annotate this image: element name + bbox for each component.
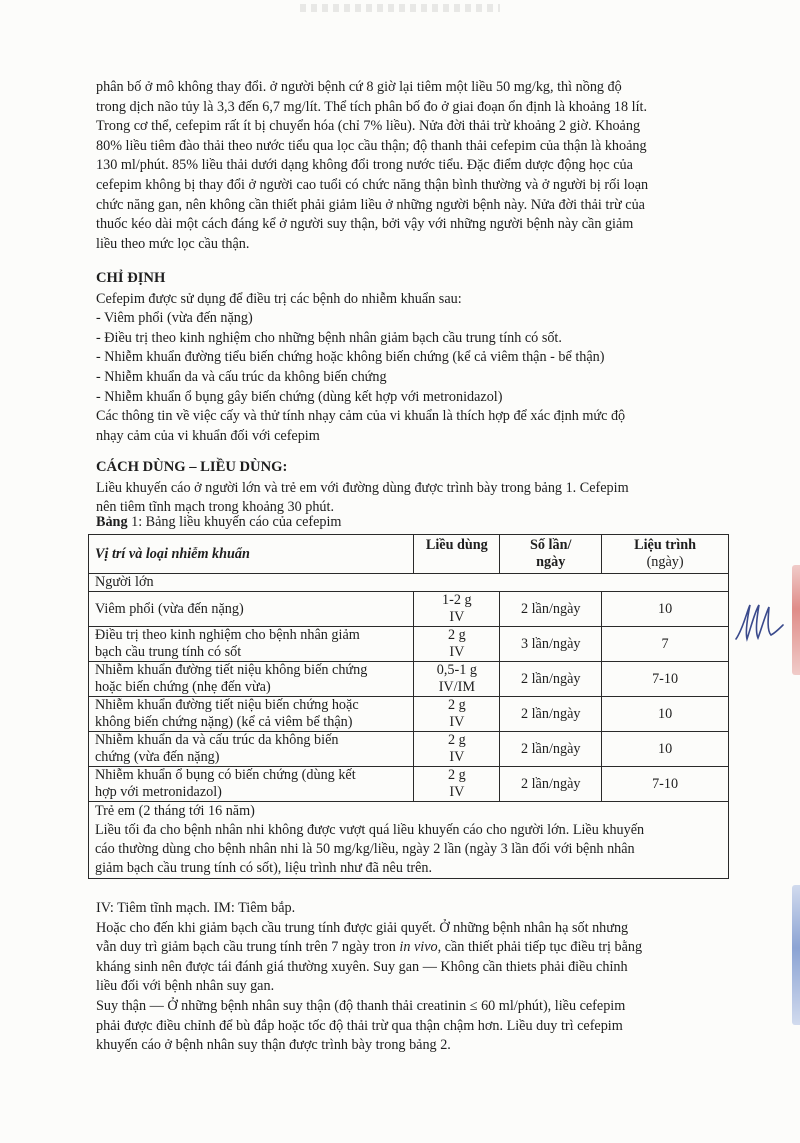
cell-site [89, 627, 414, 662]
cell-dose-line: IV [449, 644, 465, 660]
text-line: phải được điều chỉnh để bù đắp hoặc tốc độ thải trừ qua thận chậm hơn. Liều duy trì cefepim [96, 1017, 623, 1034]
header-course [602, 535, 729, 574]
table-row [89, 732, 729, 767]
cell-dose-line: 2 g [447, 697, 466, 713]
cell-frequency: 2 lần/ngày [500, 767, 602, 802]
cell-site-line: hợp với metronidazol) [95, 784, 222, 800]
cell-course: 7-10 [602, 662, 729, 697]
text-fragment-italic: in vivo [399, 939, 438, 956]
child-group-line: Trẻ em (2 tháng tới 16 năm) [95, 803, 255, 819]
cell-site [89, 697, 414, 732]
text-line: kháng sinh nên được tái đánh giá thường xuyên. Suy gan — Không cần thiets phải điều chỉnh [96, 958, 628, 975]
child-group-line: giảm bạch cầu trung tính có sốt), liệu trình như đã nêu trên. [95, 860, 433, 876]
table-row [89, 627, 729, 662]
abbreviation-note: IV: Tiêm tĩnh mạch. IM: Tiêm bắp. [96, 900, 296, 916]
dosage-section [96, 458, 726, 518]
header-course-line: (ngày) [646, 554, 684, 570]
cell-site-line: hoặc biến chứng (nhẹ đến vừa) [95, 679, 271, 695]
cell-course: 7 [602, 627, 729, 662]
cell-course: 7-10 [602, 767, 729, 802]
cell-course: 10 [602, 732, 729, 767]
cell-frequency: 3 lần/ngày [500, 627, 602, 662]
table-row [89, 662, 729, 697]
header-frequency-line: ngày [536, 554, 566, 570]
cell-course: 10 [602, 592, 729, 627]
indication-note-line: nhạy cảm của vi khuẩn đối với cefepim [96, 427, 320, 444]
text-line [96, 938, 726, 958]
text-line: Suy thận — Ở những bệnh nhân suy thận (độ thanh thải creatinin ≤ 60 ml/phút), liều cefepim [96, 997, 626, 1014]
blue-stamp-edge [792, 885, 800, 1025]
cell-frequency: 2 lần/ngày [500, 662, 602, 697]
cell-dose [414, 592, 500, 627]
text-fragment: vẫn duy trì giảm bạch cầu trung tính trên 7 ngày tron [96, 939, 400, 956]
adult-group-label: Người lớn [89, 574, 729, 592]
cell-site [89, 732, 414, 767]
cell-dose [414, 697, 500, 732]
indication-lead: Cefepim được sử dụng để điều trị các bệnh do nhiễm khuẩn sau: [96, 290, 462, 307]
table-row [89, 592, 729, 627]
pharmacokinetics-paragraph [96, 78, 726, 254]
header-frequency-line: Số lần/ [530, 537, 572, 553]
cell-dose-line: 2 g [447, 732, 466, 748]
cell-dose-line: IV [449, 609, 465, 625]
cell-site-line: Nhiễm khuẩn đường tiết niệu không biến chứng [95, 662, 368, 678]
cell-site-line: Nhiễm khuẩn da và cấu trúc da không biến [95, 732, 339, 748]
red-stamp-edge [792, 565, 800, 675]
text-line: 130 ml/phút. 85% liều thải dưới dạng không đổi trong nước tiểu. Đặc điểm dược động học của [96, 157, 633, 174]
cell-dose-line: IV [449, 784, 465, 800]
cell-site-line: bạch cầu trung tính có sốt [95, 644, 242, 660]
cell-site-line: Nhiễm khuẩn ổ bụng có biến chứng (dùng kết [95, 767, 356, 783]
cell-frequency: 2 lần/ngày [500, 697, 602, 732]
table-group-row [89, 802, 729, 879]
text-line: liều đối với bệnh nhân suy gan. [96, 978, 275, 995]
indication-item: - Điều trị theo kinh nghiệm cho những bệnh nhân giảm bạch cầu trung tính có sốt. [96, 329, 562, 346]
dosage-table [88, 534, 729, 879]
header-site: Vị trí và loại nhiễm khuẩn [89, 535, 414, 574]
cell-site [89, 662, 414, 697]
text-line: trong dịch não tủy là 3,3 đến 6,7 mg/lít. Thể tích phân bố đo ở giai đoạn ổn định là khoảng 18 lít. [96, 98, 648, 115]
text-line: phân bố ở mô không thay đổi. ở người bệnh cứ 8 giờ lại tiêm một liều 50 mg/kg, thì nồng độ [96, 79, 622, 95]
dosage-intro-line: Liều khuyến cáo ở người lớn và trẻ em với đường dùng được trình bày trong bảng 1. Cefepim [96, 479, 629, 496]
header-frequency [500, 535, 602, 574]
indication-section [96, 269, 726, 446]
table-row [89, 767, 729, 802]
dosage-heading: CÁCH DÙNG – LIỀU DÙNG: [96, 459, 288, 475]
child-group-cell [89, 802, 729, 879]
cell-site [89, 592, 414, 627]
text-fragment: , cần thiết phải tiếp tục điều trị bằng [437, 939, 643, 956]
after-table-section [96, 899, 726, 1056]
header-dose: Liều dùng [414, 535, 500, 574]
indication-item: - Nhiễm khuẩn ổ bụng gây biến chứng (dùng kết hợp với metronidazol) [96, 388, 503, 405]
text-line: Trong cơ thể, cefepim rất ít bị chuyển hóa (chỉ 7% liều). Nửa đời thải trừ khoảng 2 giờ. Khoảng [96, 118, 641, 135]
table-caption-label: Bảng [96, 514, 128, 530]
table-row [89, 697, 729, 732]
cell-course: 10 [602, 697, 729, 732]
handwritten-initials [733, 601, 785, 645]
cell-site-line: Viêm phổi (vừa đến nặng) [95, 600, 244, 617]
indication-item: - Nhiễm khuẩn đường tiểu biến chứng hoặc không biến chứng (kể cả viêm thận - bể thận) [96, 349, 605, 366]
cell-dose [414, 662, 500, 697]
text-line: liều theo mức lọc cầu thận. [96, 235, 250, 252]
indication-item: - Viêm phổi (vừa đến nặng) [96, 310, 253, 327]
cell-site [89, 767, 414, 802]
table-caption [96, 514, 516, 531]
cell-dose-line: IV [449, 714, 465, 730]
cell-dose-line: IV [449, 749, 465, 765]
cell-dose [414, 767, 500, 802]
text-line: chức năng gan, nên không cần thiết phải giảm liều ở những người bệnh này. Nửa đời thải trừ của [96, 196, 645, 213]
cell-dose-line: 2 g [447, 767, 466, 783]
indication-note-line: Các thông tin về việc cấy và thử tính nhạy cảm của vi khuẩn là thích hợp để xác định mức độ [96, 408, 626, 425]
header-course-line: Liệu trình [634, 537, 697, 553]
text-line: thuốc kéo dài một cách đáng kể ở người suy thận, bởi vậy với những người bệnh này cần giảm [96, 216, 634, 233]
dosage-intro-line: nên tiêm tĩnh mạch trong khoảng 30 phút. [96, 499, 334, 516]
cell-site-line: không biến chứng nặng) (kể cả viêm bể thận) [95, 714, 353, 730]
indication-item: - Nhiễm khuẩn da và cấu trúc da không biến chứng [96, 368, 387, 385]
child-group-line: cáo thường dùng cho bệnh nhân nhi là 50 mg/kg/liều, ngày 2 lần (ngày 3 lần đối với bệnh nhân [95, 841, 635, 857]
cell-dose [414, 732, 500, 767]
cell-dose-line: 2 g [447, 627, 466, 643]
cell-dose-line: 1-2 g [442, 592, 472, 608]
child-group-line: Liều tối đa cho bệnh nhân nhi không được vượt quá liều khuyến cáo cho người lớn. Liều khuyến [95, 822, 645, 838]
text-line: khuyến cáo ở bệnh nhân suy thận được trình bày trong bảng 2. [96, 1037, 451, 1054]
cell-frequency: 2 lần/ngày [500, 732, 602, 767]
table-group-row [89, 574, 729, 592]
bleed-through-marks [300, 4, 500, 12]
cell-site-line: chứng (vừa đến nặng) [95, 749, 220, 765]
cell-site-line: Điều trị theo kinh nghiệm cho bệnh nhân giảm [95, 627, 360, 643]
text-line: 80% liều tiêm đào thải theo nước tiểu qua lọc cầu thận; độ thanh thải cefepim của thận là khoảng [96, 137, 647, 154]
cell-frequency: 2 lần/ngày [500, 592, 602, 627]
table-caption-text: 1: Bảng liều khuyến cáo của cefepim [127, 514, 342, 530]
cell-dose-line: 0,5-1 g [436, 662, 477, 678]
text-line: cefepim không bị thay đổi ở người cao tuổi có chức năng thận bình thường và ở người bị rối loạn [96, 176, 649, 193]
indication-heading: CHỈ ĐỊNH [96, 270, 166, 286]
text-line: Hoặc cho đến khi giảm bạch cầu trung tính được giải quyết. Ở những bệnh nhân hạ sốt nhưng [96, 919, 629, 936]
cell-site-line: Nhiễm khuẩn đường tiết niệu biến chứng hoặc [95, 697, 359, 713]
cell-dose-line: IV/IM [438, 679, 475, 695]
cell-dose [414, 627, 500, 662]
table-header-row [89, 535, 729, 574]
